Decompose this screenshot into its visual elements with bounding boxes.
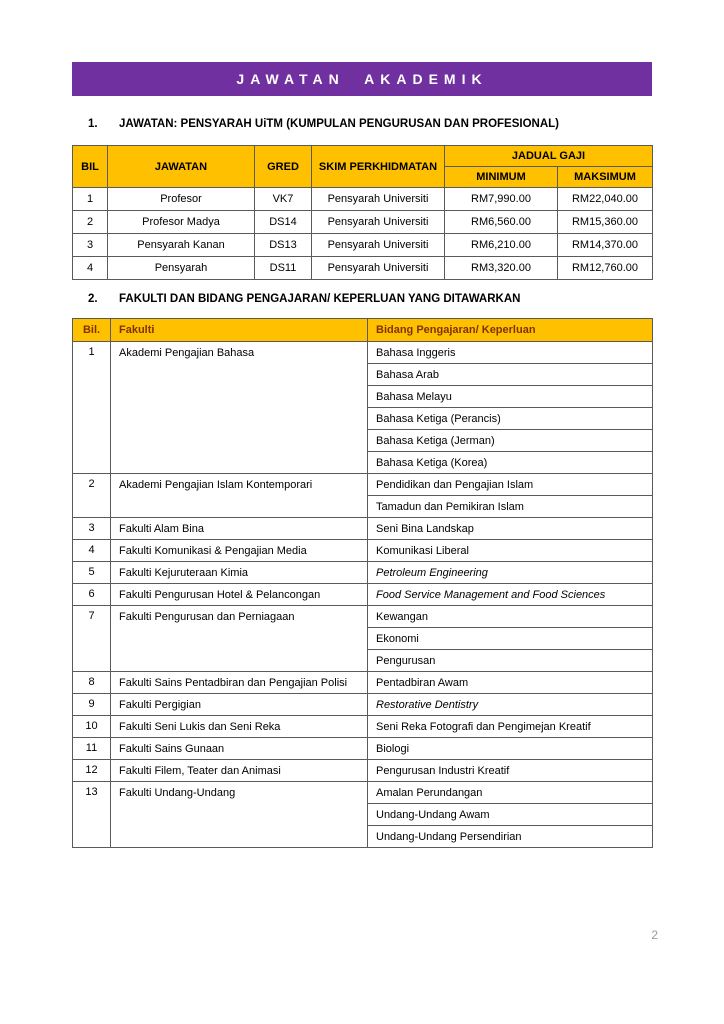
section1-number: 1. (88, 118, 98, 130)
bil-cell: 7 (73, 606, 111, 672)
bidang-cell: Pengurusan Industri Kreatif (368, 760, 653, 782)
bidang-cell: Ekonomi (368, 628, 653, 650)
fakulti-table (72, 318, 653, 848)
col-header-bidang: Bidang Pengajaran/ Keperluan (368, 319, 653, 342)
section2-number: 2. (88, 293, 98, 305)
bil-cell: 2 (73, 211, 108, 234)
jawatan-cell: Pensyarah (108, 257, 255, 280)
bil-cell: 1 (73, 188, 108, 211)
col-header-jawatan: JAWATAN (108, 146, 255, 188)
bidang-cell: Seni Reka Fotografi dan Pengimejan Kreatif (368, 716, 653, 738)
bil-cell: 3 (73, 234, 108, 257)
bil-cell: 5 (73, 562, 111, 584)
jawatan-header-row (73, 146, 653, 167)
skim-cell: Pensyarah Universiti (312, 257, 445, 280)
bidang-cell: Pendidikan dan Pengajian Islam (368, 474, 653, 496)
fakulti-cell: Fakulti Pergigian (111, 694, 368, 716)
bidang-cell: Restorative Dentistry (368, 694, 653, 716)
bidang-cell: Pentadbiran Awam (368, 672, 653, 694)
maksimum-cell: RM14,370.00 (558, 234, 653, 257)
section1-heading (72, 117, 652, 131)
bidang-cell: Bahasa Melayu (368, 386, 653, 408)
minimum-cell: RM6,560.00 (445, 211, 558, 234)
fakulti-cell: Fakulti Alam Bina (111, 518, 368, 540)
bidang-cell: Bahasa Inggeris (368, 342, 653, 364)
table-row (73, 342, 653, 364)
fakulti-cell: Fakulti Filem, Teater dan Animasi (111, 760, 368, 782)
col-header-bil: Bil. (73, 319, 111, 342)
bidang-cell: Biologi (368, 738, 653, 760)
minimum-cell: RM6,210.00 (445, 234, 558, 257)
table-row (73, 606, 653, 628)
jawatan-cell: Pensyarah Kanan (108, 234, 255, 257)
col-header-skim: SKIM PERKHIDMATAN (312, 146, 445, 188)
skim-cell: Pensyarah Universiti (312, 188, 445, 211)
table-row (73, 188, 653, 211)
bil-cell: 13 (73, 782, 111, 848)
maksimum-cell: RM15,360.00 (558, 211, 653, 234)
bidang-cell: Pengurusan (368, 650, 653, 672)
bil-cell: 10 (73, 716, 111, 738)
document-title-banner (72, 62, 652, 96)
bidang-cell: Bahasa Ketiga (Perancis) (368, 408, 653, 430)
maksimum-cell: RM22,040.00 (558, 188, 653, 211)
table-row (73, 738, 653, 760)
table-row (73, 234, 653, 257)
bil-cell: 1 (73, 342, 111, 474)
fakulti-cell: Akademi Pengajian Bahasa (111, 342, 368, 474)
bidang-cell: Amalan Perundangan (368, 782, 653, 804)
bidang-cell: Undang-Undang Awam (368, 804, 653, 826)
col-header-jadual-gaji: JADUAL GAJI (445, 146, 653, 167)
skim-cell: Pensyarah Universiti (312, 211, 445, 234)
gred-cell: DS11 (255, 257, 312, 280)
table-row (73, 211, 653, 234)
fakulti-cell: Fakulti Pengurusan Hotel & Pelancongan (111, 584, 368, 606)
fakulti-cell: Akademi Pengajian Islam Kontemporari (111, 474, 368, 518)
jawatan-cell: Profesor (108, 188, 255, 211)
bil-cell: 12 (73, 760, 111, 782)
jawatan-cell: Profesor Madya (108, 211, 255, 234)
table-row (73, 518, 653, 540)
bil-cell: 2 (73, 474, 111, 518)
bidang-cell: Petroleum Engineering (368, 562, 653, 584)
table-row (73, 760, 653, 782)
minimum-cell: RM3,320.00 (445, 257, 558, 280)
jawatan-table (72, 145, 653, 280)
fakulti-header-row (73, 319, 653, 342)
fakulti-cell: Fakulti Kejuruteraan Kimia (111, 562, 368, 584)
fakulti-cell: Fakulti Komunikasi & Pengajian Media (111, 540, 368, 562)
bidang-cell: Bahasa Ketiga (Jerman) (368, 430, 653, 452)
table-row (73, 782, 653, 804)
fakulti-cell: Fakulti Pengurusan dan Perniagaan (111, 606, 368, 672)
bil-cell: 4 (73, 257, 108, 280)
bidang-cell: Seni Bina Landskap (368, 518, 653, 540)
bidang-cell: Bahasa Arab (368, 364, 653, 386)
bil-cell: 4 (73, 540, 111, 562)
fakulti-cell: Fakulti Sains Gunaan (111, 738, 368, 760)
section2-heading (72, 292, 652, 306)
minimum-cell: RM7,990.00 (445, 188, 558, 211)
bidang-cell: Tamadun dan Pemikiran Islam (368, 496, 653, 518)
table-row (73, 474, 653, 496)
bil-cell: 3 (73, 518, 111, 540)
bidang-cell: Bahasa Ketiga (Korea) (368, 452, 653, 474)
page-title: JAWATAN AKADEMIK (236, 71, 488, 87)
col-header-minimum: MINIMUM (445, 167, 558, 188)
bil-cell: 8 (73, 672, 111, 694)
table-row (73, 257, 653, 280)
fakulti-cell: Fakulti Seni Lukis dan Seni Reka (111, 716, 368, 738)
section2-title: FAKULTI DAN BIDANG PENGAJARAN/ KEPERLUAN YANG DITAWARKAN (119, 293, 521, 305)
bil-cell: 6 (73, 584, 111, 606)
gred-cell: DS13 (255, 234, 312, 257)
col-header-bil: BIL (73, 146, 108, 188)
bidang-cell: Food Service Management and Food Sciences (368, 584, 653, 606)
col-header-maksimum: MAKSIMUM (558, 167, 653, 188)
section1-title: JAWATAN: PENSYARAH UiTM (KUMPULAN PENGURUSAN DAN PROFESIONAL) (119, 118, 559, 130)
skim-cell: Pensyarah Universiti (312, 234, 445, 257)
bil-cell: 9 (73, 694, 111, 716)
bidang-cell: Komunikasi Liberal (368, 540, 653, 562)
maksimum-cell: RM12,760.00 (558, 257, 653, 280)
bidang-cell: Kewangan (368, 606, 653, 628)
fakulti-cell: Fakulti Undang-Undang (111, 782, 368, 848)
table-row (73, 716, 653, 738)
bidang-cell: Undang-Undang Persendirian (368, 826, 653, 848)
fakulti-cell: Fakulti Sains Pentadbiran dan Pengajian Polisi (111, 672, 368, 694)
gred-cell: VK7 (255, 188, 312, 211)
gred-cell: DS14 (255, 211, 312, 234)
table-row (73, 584, 653, 606)
table-row (73, 562, 653, 584)
col-header-gred: GRED (255, 146, 312, 188)
table-row (73, 694, 653, 716)
col-header-fakulti: Fakulti (111, 319, 368, 342)
bil-cell: 11 (73, 738, 111, 760)
table-row (73, 672, 653, 694)
table-row (73, 540, 653, 562)
page-number: 2 (651, 928, 658, 942)
